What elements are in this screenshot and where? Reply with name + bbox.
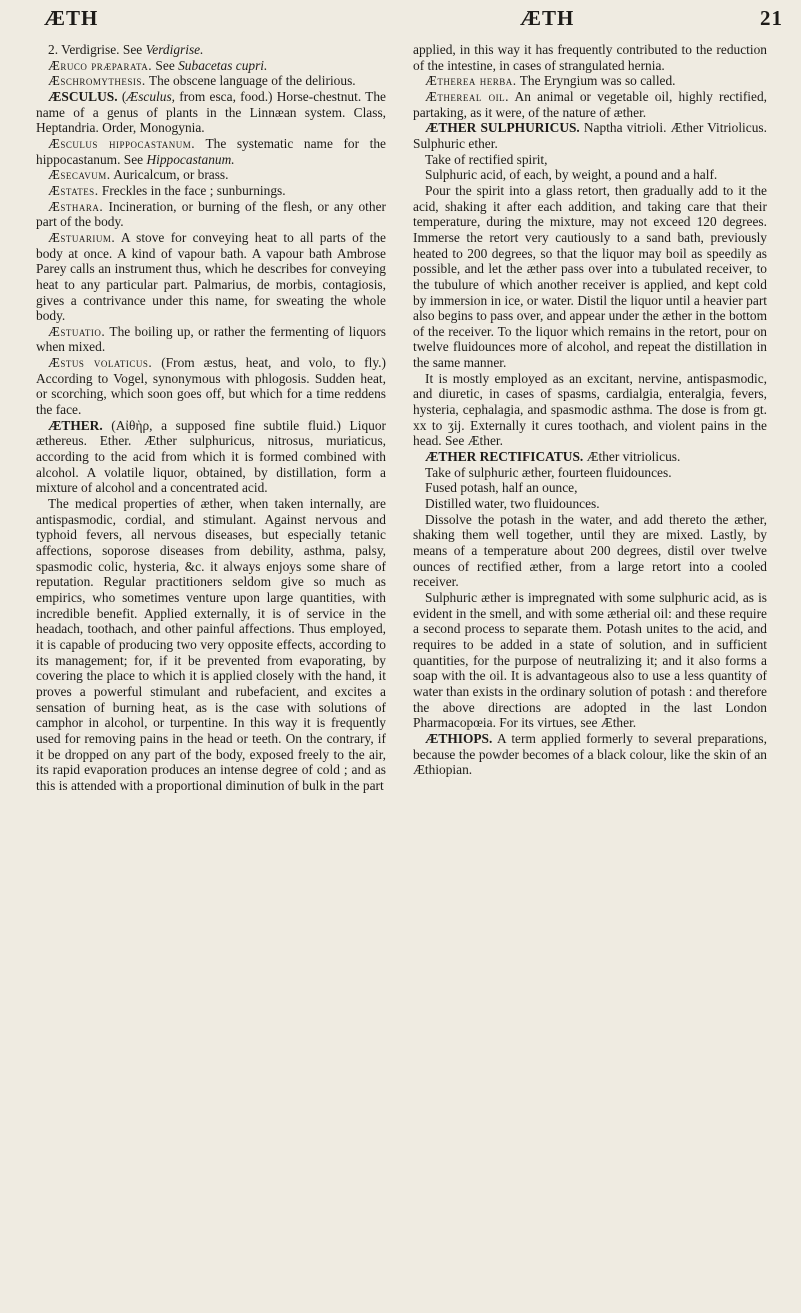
entry-text: Take of rectified spirit, [425, 151, 548, 167]
entry-headword: Æsecavum. [48, 167, 111, 183]
running-head-left: ÆTH [44, 6, 99, 30]
entry-headword: ÆTHER. [48, 417, 103, 433]
dictionary-entry [413, 731, 767, 778]
entry-text: ( [117, 88, 127, 104]
entry-headword: Æsculus hippocastanum. [48, 135, 196, 151]
dictionary-entry [413, 73, 767, 89]
dictionary-entry [413, 120, 767, 151]
dictionary-entry [36, 496, 386, 793]
dictionary-entry [413, 512, 767, 590]
entry-text: Sulphuric æther is impregnated with some sulphuric acid, as is evident in the smell, and with some ætherial oil: and these require a second process to separate them. Potash unites to the acid, and requires to be added in a state of solution, and in sufficient quantities, for the purpose of neutralizing it; and it also forms a soap with the oil. It is advantageous also to use a less quantity of water than exists in the ordinary solution of potash : and therefore the above directions are adopted in the last London Pharmacopœia. For its virtues, see Æther. [413, 589, 767, 731]
dictionary-entry [36, 183, 386, 199]
page-number: 21 [760, 6, 783, 30]
dictionary-entry [36, 89, 386, 136]
entry-headword: Æschromythesis. [48, 73, 146, 89]
entry-text: See [152, 57, 179, 73]
entry-headword: ÆSCULUS. [48, 88, 118, 104]
entry-text: The medical properties of æther, when taken internally, are antispasmodic, cordial, and stimulant. Against nervous and typhoid fevers, all nervous diseases, but especially tetanic affections, soporose diseases from debility, asthma, palsy, spasmodic colic, hysteria, &c. it always enjoys some share of reputation. Regular practitioners seldom give so much as empirics, who sometimes venture upon large quantities, with incredible benefit. Applied externally, it is of service in the headach, toothach, and other painful affections. Thus employed, it is capable of producing two very opposite effects, according to its management; for, if it be prevented from evaporating, by covering the place to which it is applied closely with the hand, it proves a powerful stimulant and rubefacient, and excites a sensation of burning heat, as is the case with solutions of camphor in alcohol, or turpentine. In this way it is frequently used for removing pains in the head or teeth. On the contrary, if it be dropped on any part of the body, exposed freely to the air, its rapid evaporation produces an intense degree of cold ; and as this is attended with a proportional diminution of bulk in the part [36, 496, 386, 793]
dictionary-entry [413, 152, 767, 168]
entry-text: Sulphuric acid, of each, by weight, a pound and a half. [425, 167, 718, 183]
entry-text: Take of sulphuric æther, fourteen fluidounces. [425, 464, 672, 480]
entry-text: (Αἰθὴρ, a supposed fine subtile fluid.) Liquor æthereus. Ether. Æther sulphuricus, nitrosus, muriaticus, according to the acid from which it is formed combined with alcohol. A volatile liquor, obtained, by distillation, form a mixture of alcohol and a concentrated acid. [36, 417, 386, 496]
entry-headword: Æruco præparata. [48, 57, 153, 73]
entry-italic: Æsculus, [126, 88, 176, 104]
dictionary-entry [36, 418, 386, 496]
entry-text: The obscene language of the delirious. [145, 73, 356, 89]
dictionary-entry [36, 199, 386, 230]
entry-headword: Æthereal oil. [425, 88, 509, 104]
dictionary-entry [36, 167, 386, 183]
entry-text: Distilled water, two fluidounces. [425, 496, 600, 512]
entry-italic: Hippocastanum. [146, 151, 235, 167]
entry-text: Dissolve the potash in the water, and add thereto the æther, shaking them well together, until they are mixed. Lastly, by means of a temperature about 200 degrees, distil over twelve ounces of rectified æther, from a large retort into a cooled receiver. [413, 511, 767, 590]
entry-headword: Æstuatio. [48, 323, 106, 339]
entry-headword: Æsthara. [48, 198, 104, 214]
entry-text: Æther vitriolicus. [583, 449, 681, 465]
entry-text-after: from esca, food.) Horse-chestnut. The name of a genus of plants in the Linnæan system. Class, Heptandria. Order, Monogynia. [36, 88, 386, 136]
dictionary-entry [36, 230, 386, 324]
entry-text: The boiling up, or rather the fermenting of liquors when mixed. [36, 323, 386, 355]
entry-headword: Æstuarium. [48, 229, 116, 245]
dictionary-entry [413, 449, 767, 465]
dictionary-entry [413, 480, 767, 496]
dictionary-entry [36, 136, 386, 167]
entry-headword: Æstates. [48, 182, 99, 198]
entry-text: The Eryngium was so called. [516, 73, 676, 89]
entry-text: An animal or vegetable oil, highly rectified, partaking, as it were, of the nature of æther. [413, 88, 767, 120]
entry-text: applied, in this way it has frequently contributed to the reduction of the intestine, in cases of strangulated hernia. [413, 42, 767, 73]
entry-text: A term applied formerly to several preparations, because the powder becomes of a black colour, like the skin of an Æthiopian. [413, 730, 767, 778]
dictionary-entry [36, 324, 386, 355]
entry-text: A stove for conveying heat to all parts of the body at once. A kind of vapour bath. A vapour bath Ambrose Parey calls an instrument thus, which he describes for conveying heat to any particular part. Palmarius, de morbis, contagiosis, gives a contrivance under this name, for sweating the whole body. [36, 229, 386, 324]
entry-headword: ÆTHIOPS. [425, 730, 493, 746]
dictionary-entry [413, 465, 767, 481]
dictionary-entry [413, 183, 767, 371]
dictionary-entry [36, 73, 386, 89]
entry-italic: Subacetas cupri. [178, 57, 268, 73]
entry-text: Fused potash, half an ounce, [425, 480, 578, 496]
entry-headword: ÆTHER SULPHURICUS. [425, 120, 580, 136]
entry-text: (From æstus, heat, and volo, to fly.) According to Vogel, synonymous with phlogosis. Sudden heat, or scorching, which soon goes off, but which for a time reddens the face. [36, 355, 386, 418]
dictionary-entry [36, 58, 386, 74]
dictionary-entry [413, 167, 767, 183]
dictionary-entry [413, 371, 767, 449]
entry-text: It is mostly employed as an excitant, nervine, antispasmodic, and diuretic, in cases of spasms, cardialgia, enteralgia, fevers, hysteria, cephalagia, and spasmodic asthma. The dose is from gt. xx to ʒij. Externally it cures toothach, and violent pains in the head. See Æther. [413, 370, 767, 449]
entry-text: Freckles in the face ; sunburnings. [98, 182, 286, 198]
entry-headword: Æstus volaticus. [48, 355, 153, 371]
left-column [36, 42, 386, 794]
entry-text: 2. Verdigrise. See [48, 42, 146, 57]
entry-headword: ÆTHER RECTIFICATUS. [425, 449, 584, 465]
right-column [413, 42, 767, 778]
entry-text: Incineration, or burning of the flesh, or any other part of the body. [36, 198, 386, 230]
entry-text: The systematic name for the hippocastanum. See [36, 135, 387, 167]
running-head-right: ÆTH [520, 6, 575, 30]
entry-italic: Verdigrise. [145, 42, 204, 57]
entry-text: Pour the spirit into a glass retort, then gradually add to it the acid, shaking it after each addition, and taking care that their temperature, during the mixture, may not exceed 120 degrees. Immerse the retort very cautiously to a sand bath, previously heated to 200 degrees, so that the liquor may boil as speedily as possible, and let the æther pass over into a tubulated receiver, to the tubulure of which another receiver is applied, and kept cold by immersion in ice, or water. Distil the liquor until a heavier part also begins to pass over, and appear under the æther in the bottom of the receiver. To the liquor which remains in the retort, pour on twelve fluidounces more of alcohol, and repeat the distillation in the same manner. [413, 182, 767, 371]
entry-text: Naptha vitrioli. Æther Vitriolicus. Sulphuric ether. [413, 120, 767, 151]
dictionary-entry [413, 590, 767, 731]
entry-text: Auricalcum, or brass. [110, 167, 229, 183]
dictionary-entry [36, 355, 386, 418]
dictionary-entry [413, 42, 767, 73]
dictionary-entry [413, 496, 767, 512]
dictionary-entry [36, 42, 386, 58]
entry-headword: Ætherea herba. [425, 73, 517, 89]
dictionary-entry [413, 89, 767, 120]
